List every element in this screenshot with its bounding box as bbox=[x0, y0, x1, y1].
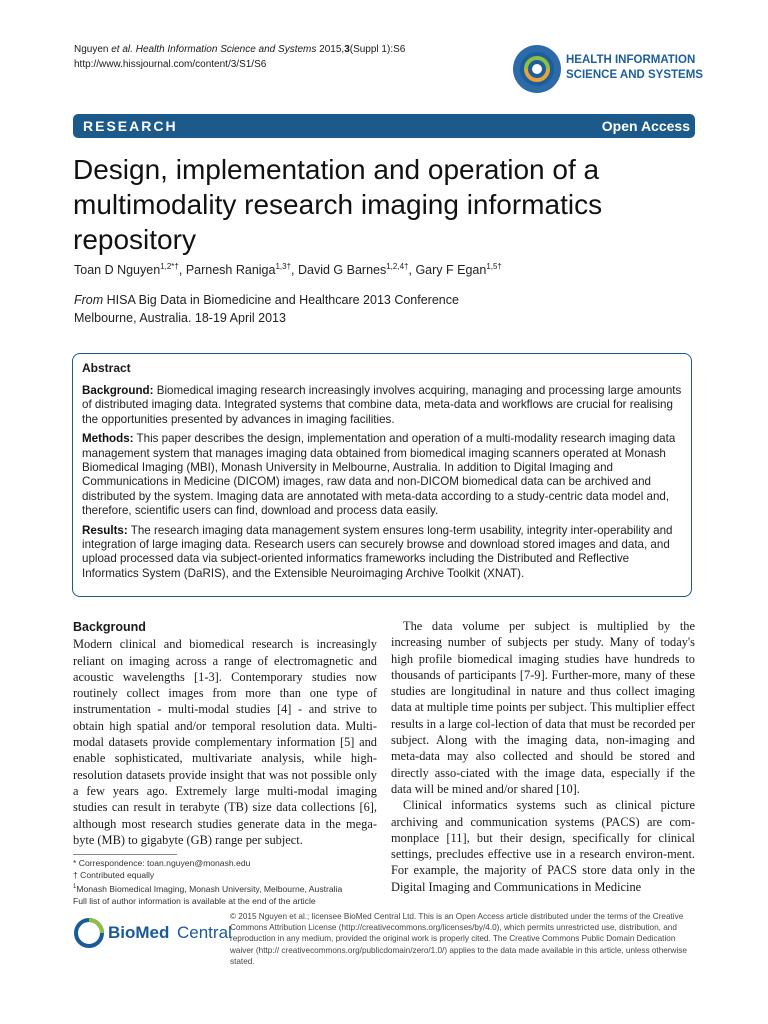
footnote-divider bbox=[73, 854, 177, 855]
conference-from: From bbox=[74, 293, 104, 307]
journal-logo-icon bbox=[512, 44, 562, 94]
biomed-central-ring-icon bbox=[74, 918, 104, 948]
journal-logo-line2: SCIENCE AND SYSTEMS bbox=[566, 69, 703, 81]
author-name[interactable]: Parnesh Raniga bbox=[185, 263, 276, 278]
journal-logo bbox=[512, 44, 703, 94]
footnote-affiliation: $^1$Monash Biomedical Imaging, Monash University, Melbourne, Australia bbox=[73, 883, 343, 894]
body-paragraph: Modern clinical and biomedical research is increasingly reliant on imaging across a range of electromagnetic and acoustic wavelengths [1-3]. Contemporary studies now routinely collect images from more than one type of instrumentation - multi-modal studies [4] - and strive to obtain high spatial and/or temporal resolution data. Multi-modal datasets provide complementary information [5] and enable sophisticated, multivariate analysis, while high-resolution datasets provide insight that was not possible only a few years ago. Extremely large multi-modal imaging studies can result in terabyte (TB) size data collections [6], although most research studies generate data in the mega-byte (MB) to gigabyte (GB) range per subject. bbox=[73, 637, 377, 847]
author-affiliation-sup: 1,2,4† bbox=[386, 262, 409, 271]
footnote-equal-contribution: † Contributed equally bbox=[73, 870, 155, 880]
section-heading-background: Background bbox=[73, 620, 146, 634]
abstract-box bbox=[72, 353, 692, 597]
footnotes bbox=[73, 857, 342, 907]
author-name[interactable]: Gary F Egan bbox=[415, 263, 487, 278]
article-type-label: RESEARCH bbox=[83, 118, 178, 134]
body-paragraph: The data volume per subject is multiplied by the increasing number of subjects per study. Many of today's high profile biomedical imaging studies have hundreds to thousands of participants [7-9]. Further-more, many of these studies are longitudinal in nature and thus collect imaging data at multiple time points per subject. This multiplier effect results in a large col-lection of data that must be recorded per subject. Along with the imaging data, non-imaging and meta-data may also collected and should be stored and directly asso-ciated with the image data, especially if the data will be mined and/or shared [10]. bbox=[391, 619, 695, 796]
abstract-methods: Methods: This paper describes the design, implementation and operation of a multi-modality research imaging data management system that manages imaging data obtained from biomedical imaging scanners operated at Monash Biomedical Imaging (MBI), Monash University in Melbourne, Australia. In addition to Digital Imaging and Communications in Medicine (DICOM) images, raw data and non-DICOM biomedical data can be archived and distributed by the system. Imaging data are annotated with meta-data according to a study-centric data model and, therefore, scientific users can find, download and process data easily. bbox=[82, 432, 676, 518]
body-column-left bbox=[73, 619, 377, 848]
abstract-results: Results: The research imaging data management system ensures long-term usability, integrity inter-operability and integration of large imaging data. Research users can securely browse and download stored images and data, and upload processed data via subject-oriented informatics frameworks including the Distributed and Reflective Informatics System (DaRIS), and the Extensible Neuroimaging Archive Toolkit (XNAT). bbox=[82, 523, 673, 580]
author-name[interactable]: Toan D Nguyen bbox=[74, 263, 161, 278]
citation-journal: Health Information Science and Systems bbox=[135, 44, 317, 55]
body-paragraph: Clinical informatics systems such as clinical picture archiving and communication systems (PACS) are com-monplace [11], but their design, specifically for clinical settings, precludes effective use in a research environ-ment. For example, the majority of PACS store data only in the Digital Imaging and Communications in Medicine bbox=[391, 798, 695, 894]
abstract-heading: Abstract bbox=[82, 361, 131, 375]
journal-logo-line1: HEALTH INFORMATION bbox=[566, 54, 696, 66]
open-access-label: Open Access bbox=[601, 118, 690, 134]
citation-year: 2015, bbox=[319, 44, 345, 55]
citation-et-al: et al. bbox=[111, 44, 133, 55]
footnote-full-list: Full list of author information is available at the end of the article bbox=[73, 895, 316, 906]
central-text: Central bbox=[177, 923, 232, 942]
body-column-right bbox=[391, 618, 695, 895]
author-list: Toan D Nguyen$^{1,2*\dagger}$, Parnesh Raniga$^{1,3\dagger}$, David G Barnes$^{1,2,4\dagger}$, Gary F Egan$^{1,5\dagger}$ bbox=[74, 262, 502, 278]
article-url-link[interactable]: http://www.hissjournal.com/content/3/S1/S6 bbox=[74, 59, 267, 70]
license-statement: © 2015 Nguyen et al.; licensee BioMed Central Ltd. This is an Open Access article distributed under the terms of the Creative Commons Attribution License (http://creativecommons.org/licenses/by/4.0), which permits unrestricted use, distribution, and reproduction in any medium, provided the original work is properly cited. The Creative Commons Public Domain Dedication waiver (http:// creativecommons.org/publicdomain/zero/1.0/) applies to the data made available in this article, unless otherwise stated. bbox=[230, 912, 687, 966]
author-affiliation-sup: 1,2*† bbox=[160, 262, 179, 271]
conference-location: Melbourne, Australia. 18-19 April 2013 bbox=[74, 311, 286, 325]
author-affiliation-sup: 1,5† bbox=[486, 262, 502, 271]
article-title: Design, implementation and operation of a multimodality research imaging informatics repository bbox=[73, 154, 603, 255]
biomed-text: BioMed bbox=[108, 923, 170, 942]
footnote-correspondence: * Correspondence: toan.nguyen@monash.edu bbox=[73, 858, 251, 868]
author-affiliation-sup: 1,3† bbox=[275, 262, 292, 271]
biomed-central-logo bbox=[74, 916, 232, 952]
author-name[interactable]: David G Barnes bbox=[298, 263, 387, 278]
abstract-background: Background: Biomedical imaging research increasingly involves acquiring, managing and processing large amounts of distributed imaging data. Integrated systems that combine data, meta-data and workflows are crucial for realising the opportunities presented by advances in imaging facilities. bbox=[82, 384, 682, 426]
citation-volume: 3 bbox=[344, 44, 350, 55]
conference-name: HISA Big Data in Biomedicine and Healthcare 2013 Conference bbox=[103, 293, 459, 307]
citation-header bbox=[74, 42, 405, 72]
conference-info bbox=[74, 291, 459, 327]
citation-authors: Nguyen bbox=[74, 44, 109, 55]
article-type-banner bbox=[73, 114, 695, 138]
citation-issue: (Suppl 1):S6 bbox=[349, 44, 406, 55]
